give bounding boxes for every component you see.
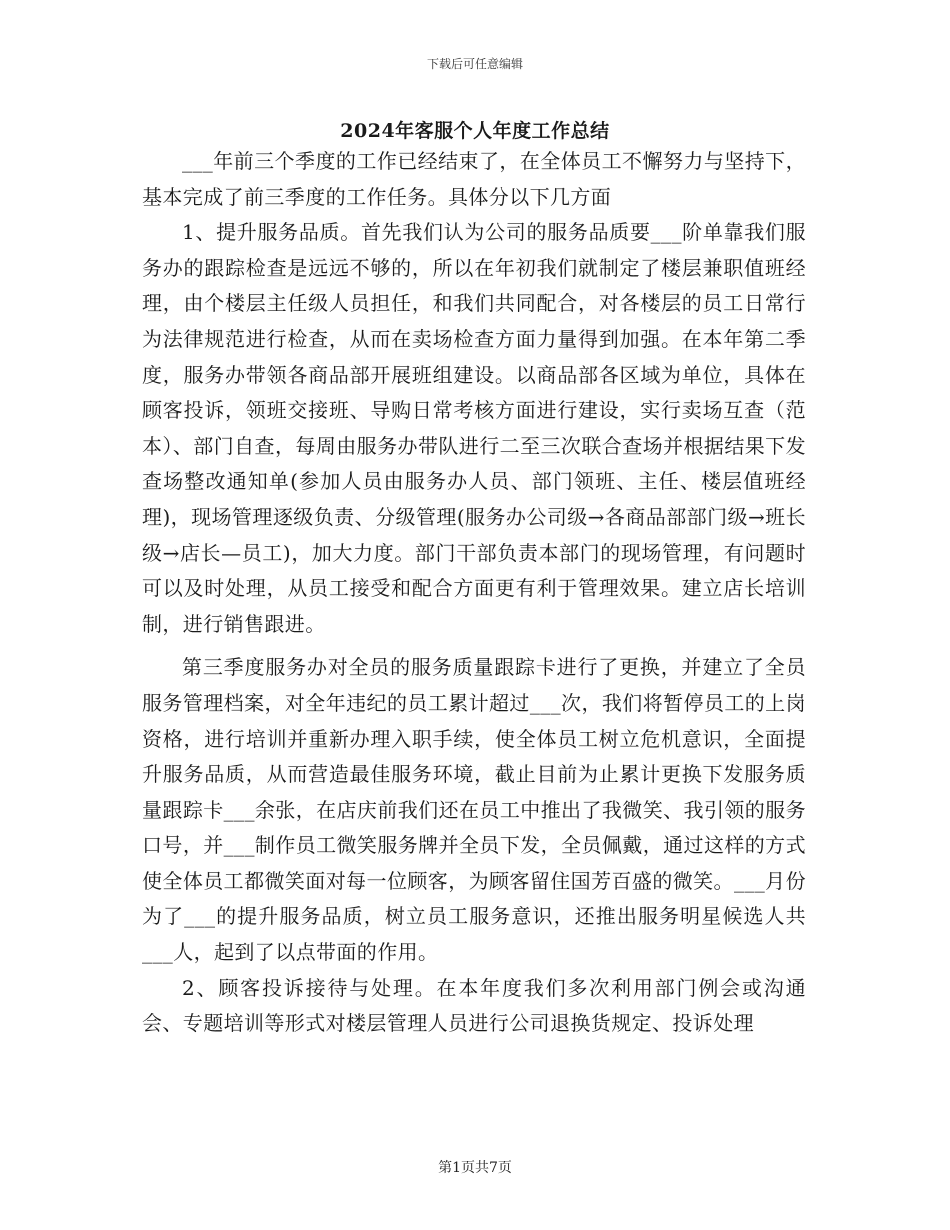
document-body: [142, 144, 806, 1042]
document-title: 2024年客服个人年度工作总结: [340, 120, 610, 142]
paragraph-complaints: 2、顾客投诉接待与处理。在本年度我们多次利用部门例会或沟通会、专题培训等形式对楼层管理人员进行公司退换货规定、投诉处理: [142, 975, 806, 1036]
paragraph-intro: ___年前三个季度的工作已经结束了，在全体员工不懈努力与坚持下，基本完成了前三季度的工作任务。具体分以下几方面: [142, 149, 806, 209]
paragraph-third-quarter: 第三季度服务办对全员的服务质量跟踪卡进行了更换，并建立了全员服务管理档案，对全年违纪的员工累计超过___次，我们将暂停员工的上岗资格，进行培训并重新办理入职手续，使全体员工树立危机意识，全面提升服务品质，从而营造最佳服务环境，截止目前为止累计更换下发服务质量跟踪卡___余张，在店庆前我们还在员工中推出了我微笑、我引领的服务口号，并___制作员工微笑服务牌并全员下发，全员佩戴，通过这样的方式使全体员工都微笑面对每一位顾客，为顾客留住国芳百盛的微笑。___月份为了___的提升服务品质，树立员工服务意识，还推出服务明星候选人共___人，起到了以点带面的作用。: [142, 655, 806, 965]
paragraph-service-quality: 1、提升服务品质。首先我们认为公司的服务品质要___阶单靠我们服务办的跟踪检查是远远不够的，所以在年初我们就制定了楼层兼职值班经理，由个楼层主任级人员担任，和我们共同配合，对各楼层的员工日常行为法律规范进行检查，从而在卖场检查方面力量得到加强。在本年第二季度，服务办带领各商品部开展班组建设。以商品部各区域为单位，具体在顾客投诉，领班交接班、导购日常考核方面进行建设，实行卖场互查（范本）、部门自查，每周由服务办带队进行二至三次联合查场并根据结果下发查场整改通知单(参加人员由服务办人员、部门领班、主任、楼层值班经理)，现场管理逐级负责、分级管理(服务办公司级→各商品部部门级→班长级→店长—员工)，加大力度。部门干部负责本部门的现场管理，有问题时可以及时处理，从员工接受和配合方面更有利于管理效果。建立店长培训制，进行销售跟进。: [142, 220, 806, 636]
page-number: 第1页共7页: [438, 1160, 512, 1176]
page-header-note: 下载后可任意编辑: [426, 57, 523, 71]
